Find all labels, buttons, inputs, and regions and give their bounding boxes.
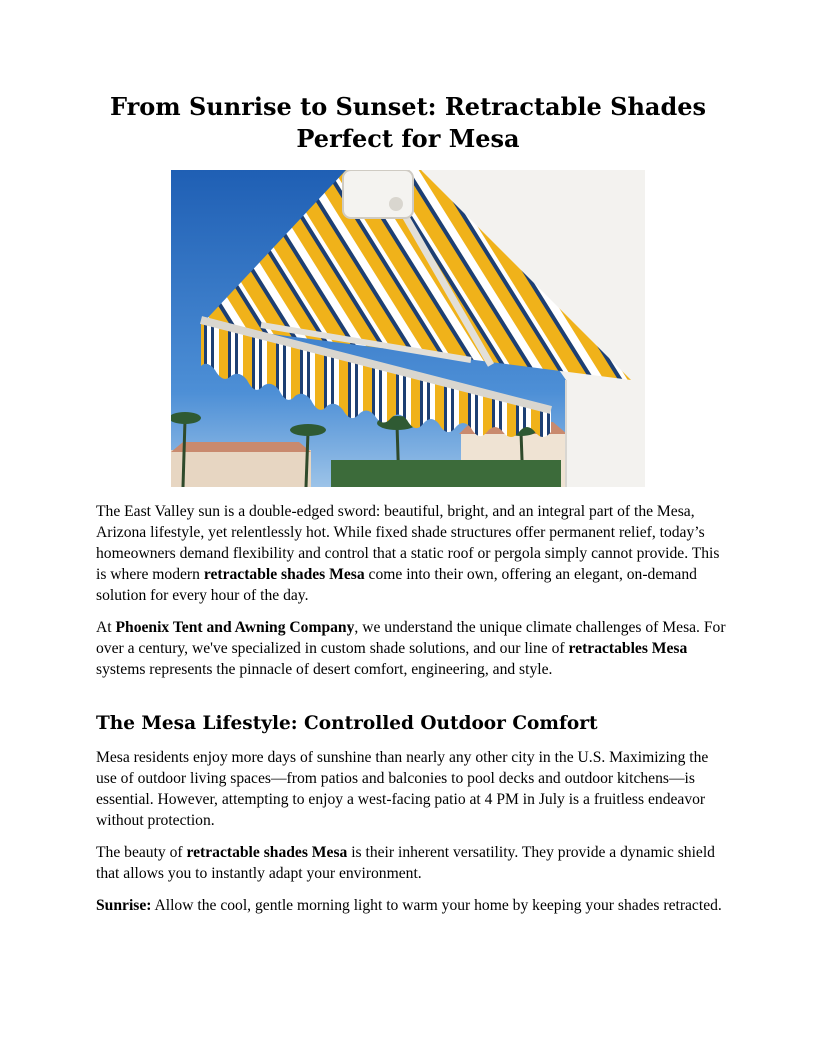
paragraph-versatility-text-1: The beauty of [96, 844, 187, 861]
paragraph-company-text-3: systems represents the pinnacle of desert comfort, engineering, and style. [96, 661, 553, 678]
paragraph-company [96, 617, 728, 680]
keyword-retractable-shades-mesa-2: retractable shades Mesa [186, 844, 348, 861]
article-title [96, 91, 720, 155]
paragraph-lifestyle: Mesa residents enjoy more days of sunshine than nearly any other city in the U.S. Maximizing the use of outdoor living spaces—from patios and balconies to pool decks and outdoor kitchens—is essential. However, attempting to enjoy a west-facing patio at 4 PM in July is a fruitless endeavor without protection. [96, 749, 709, 829]
keyword-retractables-mesa: retractables Mesa [568, 640, 688, 657]
company-name: Phoenix Tent and Awning Company [115, 619, 355, 636]
section-heading: The Mesa Lifestyle: Controlled Outdoor Comfort [96, 713, 598, 734]
paragraph-company-text-1: At [96, 619, 116, 636]
paragraph-versatility-text-2: is their inherent versatility. They provide a dynamic shield that allows you to instantly adapt your environment. [96, 844, 715, 882]
paragraph-intro-text-1: The East Valley sun is a double-edged sword: beautiful, bright, and an integral part of the Mesa, Arizona lifestyle, yet relentlessly hot. While fixed shade structures offer permanent relief, today’s homeowners demand flexibility and control that a static roof or pergola simply cannot provide. This is where modern [96, 503, 720, 583]
paragraph-sunrise-text: Allow the cool, gentle morning light to warm your home by keeping your shades retracted. [151, 897, 722, 914]
hero-image [171, 170, 645, 487]
paragraph-sunrise [96, 895, 728, 916]
paragraph-versatility [96, 842, 728, 884]
paragraph-company-text-2: , we understand the unique climate challenges of Mesa. For over a century, we've specialized in custom shade solutions, and our line of [96, 619, 726, 657]
striped-awning-photo-icon [171, 170, 645, 487]
paragraph-intro [96, 501, 728, 606]
paragraph-intro-text-2: come into their own, offering an elegant, on-demand solution for every hour of the day. [96, 566, 697, 604]
title-line-1: From Sunrise to Sunset: Retractable Shades [109, 92, 707, 121]
sunrise-label: Sunrise: [96, 897, 152, 914]
keyword-retractable-shades-mesa: retractable shades Mesa [203, 566, 365, 583]
title-line-2: Perfect for Mesa [296, 124, 520, 153]
